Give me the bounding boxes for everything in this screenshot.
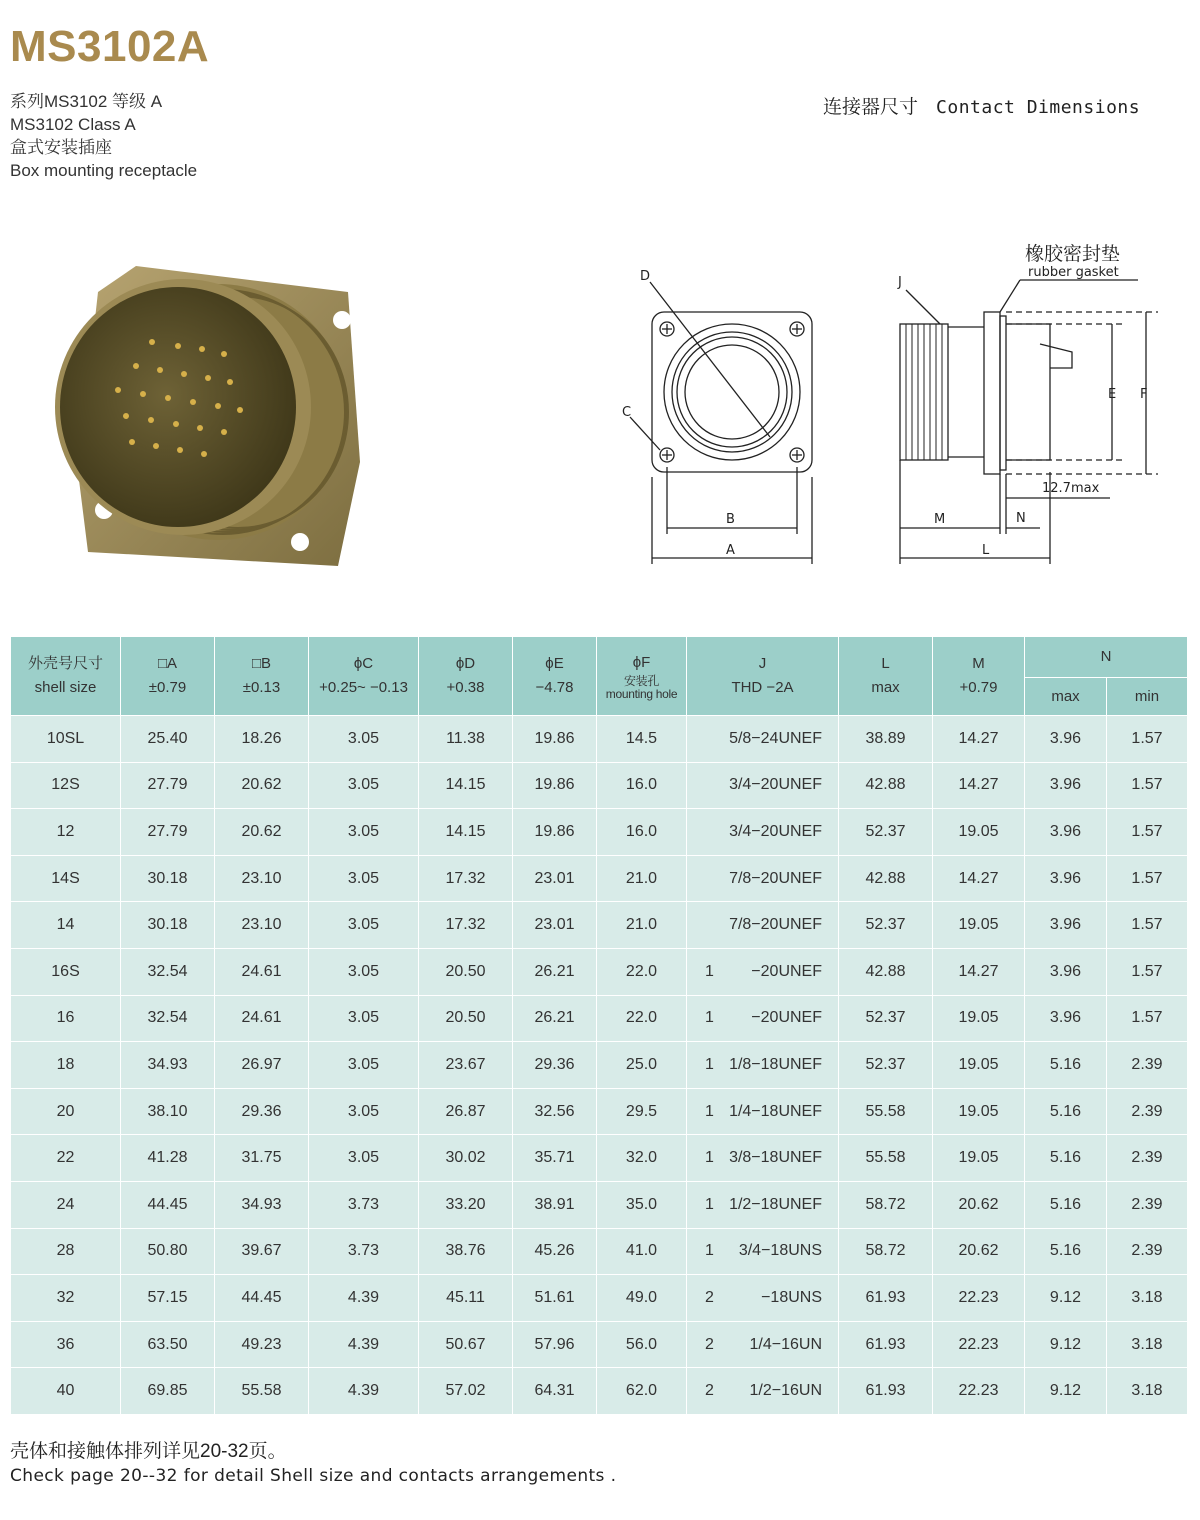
cell-shell: 40: [11, 1368, 121, 1415]
cell-m: 14.27: [933, 716, 1025, 763]
cell-shell: 14S: [11, 855, 121, 902]
cell-l: 55.58: [839, 1135, 933, 1182]
cell-c: 3.73: [309, 1181, 419, 1228]
subtitle-line: 盒式安装插座: [10, 138, 112, 157]
header-n-max: max: [1025, 678, 1107, 716]
cell-j: [687, 1181, 839, 1228]
table-row: [11, 762, 1188, 809]
cell-d: 11.38: [419, 716, 513, 763]
cell-b: 18.26: [215, 716, 309, 763]
cell-c: 3.05: [309, 1042, 419, 1089]
cell-shell: 20: [11, 1088, 121, 1135]
header-a: □A ±0.79: [121, 637, 215, 716]
cell-nmin: 2.39: [1107, 1042, 1188, 1089]
label-d: D: [640, 269, 651, 284]
cell-shell: 36: [11, 1321, 121, 1368]
gasket-label-cn: 橡胶密封垫: [1025, 243, 1121, 265]
cell-nmin: 1.57: [1107, 948, 1188, 995]
cell-c: 4.39: [309, 1275, 419, 1322]
label-j: J: [898, 275, 902, 290]
cell-m: 20.62: [933, 1228, 1025, 1275]
cell-nmax: 3.96: [1025, 855, 1107, 902]
cell-d: 14.15: [419, 762, 513, 809]
thread-spec: −20UNEF: [751, 962, 822, 980]
thread-spec: 3/8−18UNEF: [729, 1149, 822, 1167]
cell-f: 25.0: [597, 1042, 687, 1089]
cell-e: 19.86: [513, 716, 597, 763]
thread-spec: 7/8−20UNEF: [729, 869, 822, 887]
cell-b: 23.10: [215, 902, 309, 949]
cell-b: 39.67: [215, 1228, 309, 1275]
cell-f: 35.0: [597, 1181, 687, 1228]
table-row: [11, 902, 1188, 949]
cell-l: 52.37: [839, 1042, 933, 1089]
cell-nmin: 1.57: [1107, 716, 1188, 763]
label-n: N: [1016, 511, 1026, 526]
label-f: F: [1140, 387, 1148, 402]
cell-f: 21.0: [597, 902, 687, 949]
thread-prefix: 1: [705, 1242, 714, 1260]
table-row: [11, 1368, 1188, 1415]
cell-j: [687, 809, 839, 856]
thread-spec: 3/4−18UNS: [738, 1242, 822, 1260]
cell-e: 23.01: [513, 902, 597, 949]
cell-b: 24.61: [215, 948, 309, 995]
cell-d: 17.32: [419, 855, 513, 902]
cell-f: 49.0: [597, 1275, 687, 1322]
cell-a: 50.80: [121, 1228, 215, 1275]
thread-spec: −18UNS: [761, 1288, 822, 1306]
cell-b: 26.97: [215, 1042, 309, 1089]
cell-b: 24.61: [215, 995, 309, 1042]
cell-j: [687, 948, 839, 995]
thread-prefix: 2: [705, 1288, 714, 1306]
thread-spec: 1/2−16UN: [749, 1382, 822, 1400]
cell-shell: 10SL: [11, 716, 121, 763]
thread-spec: 1/4−16UN: [749, 1335, 822, 1353]
thread-spec: 3/4−20UNEF: [729, 822, 822, 840]
label-a: A: [726, 543, 735, 558]
cell-j: [687, 1042, 839, 1089]
cell-m: 20.62: [933, 1181, 1025, 1228]
header-f: ϕF 安装孔 mounting hole: [597, 637, 687, 716]
cell-nmin: 3.18: [1107, 1321, 1188, 1368]
subtitle-line: Box mounting receptacle: [10, 161, 198, 180]
footer-note-en: Check page 20--32 for detail Shell size and contacts arrangements .: [10, 1466, 617, 1486]
cell-shell: 16S: [11, 948, 121, 995]
header-m: M +0.79: [933, 637, 1025, 716]
cell-nmax: 3.96: [1025, 762, 1107, 809]
section-heading-en: Contact Dimensions: [936, 97, 1141, 118]
cell-l: 61.93: [839, 1275, 933, 1322]
gasket-label-en: rubber gasket: [1028, 265, 1119, 280]
cell-nmax: 3.96: [1025, 948, 1107, 995]
cell-d: 33.20: [419, 1181, 513, 1228]
header-e: ϕE −4.78: [513, 637, 597, 716]
cell-nmax: 3.96: [1025, 902, 1107, 949]
cell-j: [687, 855, 839, 902]
header-j: J THD −2A: [687, 637, 839, 716]
cell-a: 34.93: [121, 1042, 215, 1089]
connector-photo: [48, 262, 370, 574]
cell-e: 26.21: [513, 995, 597, 1042]
cell-nmax: 5.16: [1025, 1228, 1107, 1275]
cell-a: 30.18: [121, 855, 215, 902]
cell-c: 3.05: [309, 902, 419, 949]
cell-shell: 18: [11, 1042, 121, 1089]
cell-nmin: 3.18: [1107, 1275, 1188, 1322]
cell-c: 3.05: [309, 762, 419, 809]
cell-b: 55.58: [215, 1368, 309, 1415]
thread-prefix: 1: [705, 1009, 714, 1027]
max-note: 12.7max: [1042, 481, 1100, 496]
table-row: [11, 1275, 1188, 1322]
cell-d: 20.50: [419, 948, 513, 995]
table-row: [11, 809, 1188, 856]
header-d: ϕD +0.38: [419, 637, 513, 716]
cell-l: 42.88: [839, 948, 933, 995]
thread-spec: −20UNEF: [751, 1009, 822, 1027]
table-row: [11, 1088, 1188, 1135]
cell-f: 22.0: [597, 948, 687, 995]
cell-a: 44.45: [121, 1181, 215, 1228]
cell-d: 45.11: [419, 1275, 513, 1322]
cell-b: 29.36: [215, 1088, 309, 1135]
cell-d: 30.02: [419, 1135, 513, 1182]
subtitle-line: 系列MS3102 等级 A: [10, 92, 163, 111]
cell-b: 34.93: [215, 1181, 309, 1228]
thread-prefix: 1: [705, 1195, 714, 1213]
cell-l: 58.72: [839, 1181, 933, 1228]
thread-spec: 7/8−20UNEF: [729, 916, 822, 934]
cell-j: [687, 902, 839, 949]
cell-a: 27.79: [121, 809, 215, 856]
cell-f: 62.0: [597, 1368, 687, 1415]
cell-l: 52.37: [839, 995, 933, 1042]
cell-b: 20.62: [215, 762, 309, 809]
cell-f: 29.5: [597, 1088, 687, 1135]
cell-l: 38.89: [839, 716, 933, 763]
table-row: [11, 1181, 1188, 1228]
front-view-flange: [652, 312, 812, 472]
cell-nmin: 1.57: [1107, 762, 1188, 809]
cell-c: 3.05: [309, 1088, 419, 1135]
cell-m: 22.23: [933, 1368, 1025, 1415]
dimension-table: [10, 636, 1188, 1415]
cell-c: 4.39: [309, 1321, 419, 1368]
cell-a: 38.10: [121, 1088, 215, 1135]
cell-l: 61.93: [839, 1321, 933, 1368]
cell-d: 20.50: [419, 995, 513, 1042]
thread-spec: 1/4−18UNEF: [729, 1102, 822, 1120]
cell-l: 52.37: [839, 902, 933, 949]
table-row: [11, 1042, 1188, 1089]
cell-c: 3.05: [309, 855, 419, 902]
table-row: [11, 1135, 1188, 1182]
subtitle-line: MS3102 Class A: [10, 115, 136, 134]
dimension-drawing: [610, 232, 1170, 572]
cell-e: 26.21: [513, 948, 597, 995]
cell-nmax: 3.96: [1025, 995, 1107, 1042]
cell-m: 19.05: [933, 809, 1025, 856]
cell-nmin: 2.39: [1107, 1228, 1188, 1275]
thread-prefix: 2: [705, 1335, 714, 1353]
label-e: E: [1108, 387, 1117, 402]
cell-b: 23.10: [215, 855, 309, 902]
cell-d: 50.67: [419, 1321, 513, 1368]
cell-nmin: 1.57: [1107, 809, 1188, 856]
cell-m: 19.05: [933, 995, 1025, 1042]
cell-m: 19.05: [933, 1088, 1025, 1135]
cell-b: 20.62: [215, 809, 309, 856]
cell-m: 22.23: [933, 1275, 1025, 1322]
cell-nmax: 5.16: [1025, 1181, 1107, 1228]
cell-c: 4.39: [309, 1368, 419, 1415]
cell-c: 3.05: [309, 948, 419, 995]
cell-j: [687, 1321, 839, 1368]
header-c: ϕC +0.25~ −0.13: [309, 637, 419, 716]
cell-shell: 24: [11, 1181, 121, 1228]
footer-note: [10, 1440, 616, 1488]
cell-nmax: 9.12: [1025, 1368, 1107, 1415]
cell-c: 3.05: [309, 995, 419, 1042]
cell-l: 42.88: [839, 855, 933, 902]
cell-nmin: 1.57: [1107, 902, 1188, 949]
table-row: [11, 948, 1188, 995]
table-row: [11, 1321, 1188, 1368]
cell-a: 63.50: [121, 1321, 215, 1368]
thread-prefix: 1: [705, 962, 714, 980]
table-row: [11, 995, 1188, 1042]
cell-d: 17.32: [419, 902, 513, 949]
cell-j: [687, 995, 839, 1042]
cell-shell: 12S: [11, 762, 121, 809]
cell-f: 22.0: [597, 995, 687, 1042]
section-heading: [823, 92, 1140, 119]
cell-m: 14.27: [933, 762, 1025, 809]
cell-l: 52.37: [839, 809, 933, 856]
header-l: L max: [839, 637, 933, 716]
cell-d: 57.02: [419, 1368, 513, 1415]
thread-prefix: 1: [705, 1149, 714, 1167]
cell-b: 44.45: [215, 1275, 309, 1322]
cell-m: 22.23: [933, 1321, 1025, 1368]
cell-shell: 28: [11, 1228, 121, 1275]
cell-c: 3.05: [309, 1135, 419, 1182]
cell-m: 19.05: [933, 1135, 1025, 1182]
cell-a: 32.54: [121, 995, 215, 1042]
cell-l: 42.88: [839, 762, 933, 809]
cell-j: [687, 1275, 839, 1322]
cell-nmin: 2.39: [1107, 1088, 1188, 1135]
header-n-min: min: [1107, 678, 1188, 716]
cell-a: 27.79: [121, 762, 215, 809]
cell-f: 41.0: [597, 1228, 687, 1275]
thread-spec: 1/8−18UNEF: [729, 1055, 822, 1073]
cell-j: [687, 1135, 839, 1182]
cell-e: 29.36: [513, 1042, 597, 1089]
cell-m: 19.05: [933, 902, 1025, 949]
cell-e: 32.56: [513, 1088, 597, 1135]
cell-a: 57.15: [121, 1275, 215, 1322]
cell-nmin: 1.57: [1107, 995, 1188, 1042]
cell-m: 14.27: [933, 855, 1025, 902]
cell-nmin: 3.18: [1107, 1368, 1188, 1415]
cell-a: 69.85: [121, 1368, 215, 1415]
thread-spec: 3/4−20UNEF: [729, 776, 822, 794]
section-heading-cn: 连接器尺寸: [823, 97, 919, 118]
cell-c: 3.05: [309, 809, 419, 856]
cell-l: 58.72: [839, 1228, 933, 1275]
cell-e: 19.86: [513, 809, 597, 856]
cell-a: 32.54: [121, 948, 215, 995]
cell-f: 16.0: [597, 809, 687, 856]
cell-shell: 12: [11, 809, 121, 856]
cell-nmax: 3.96: [1025, 809, 1107, 856]
footer-note-cn: 壳体和接触体排列详见20-32页。: [10, 1441, 287, 1462]
cell-l: 55.58: [839, 1088, 933, 1135]
cell-a: 41.28: [121, 1135, 215, 1182]
cell-nmin: 2.39: [1107, 1181, 1188, 1228]
cell-nmax: 5.16: [1025, 1088, 1107, 1135]
cell-j: [687, 716, 839, 763]
cell-f: 56.0: [597, 1321, 687, 1368]
header-n: N: [1025, 637, 1188, 678]
thread-spec: 5/8−24UNEF: [729, 729, 822, 747]
table-row: [11, 716, 1188, 763]
cell-e: 45.26: [513, 1228, 597, 1275]
cell-e: 64.31: [513, 1368, 597, 1415]
header-shell: 外壳号尺寸 shell size: [11, 637, 121, 716]
thread-spec: 1/2−18UNEF: [729, 1195, 822, 1213]
cell-d: 23.67: [419, 1042, 513, 1089]
cell-nmax: 3.96: [1025, 716, 1107, 763]
cell-d: 14.15: [419, 809, 513, 856]
cell-e: 57.96: [513, 1321, 597, 1368]
cell-e: 38.91: [513, 1181, 597, 1228]
cell-nmax: 5.16: [1025, 1135, 1107, 1182]
label-l: L: [982, 543, 990, 558]
cell-f: 21.0: [597, 855, 687, 902]
subtitle-block: [10, 90, 197, 182]
cell-j: [687, 1228, 839, 1275]
cell-a: 25.40: [121, 716, 215, 763]
cell-l: 61.93: [839, 1368, 933, 1415]
cell-e: 51.61: [513, 1275, 597, 1322]
cell-j: [687, 1368, 839, 1415]
cell-f: 16.0: [597, 762, 687, 809]
cell-b: 49.23: [215, 1321, 309, 1368]
cell-nmax: 9.12: [1025, 1321, 1107, 1368]
cell-e: 19.86: [513, 762, 597, 809]
cell-c: 3.05: [309, 716, 419, 763]
cell-j: [687, 1088, 839, 1135]
cell-nmax: 5.16: [1025, 1042, 1107, 1089]
header-b: □B ±0.13: [215, 637, 309, 716]
cell-shell: 14: [11, 902, 121, 949]
cell-d: 38.76: [419, 1228, 513, 1275]
thread-prefix: 1: [705, 1102, 714, 1120]
cell-j: [687, 762, 839, 809]
label-b: B: [726, 512, 735, 527]
cell-b: 31.75: [215, 1135, 309, 1182]
cell-e: 35.71: [513, 1135, 597, 1182]
cell-shell: 22: [11, 1135, 121, 1182]
cell-shell: 16: [11, 995, 121, 1042]
label-c: C: [622, 405, 632, 420]
cell-f: 32.0: [597, 1135, 687, 1182]
cell-shell: 32: [11, 1275, 121, 1322]
cell-d: 26.87: [419, 1088, 513, 1135]
cell-c: 3.73: [309, 1228, 419, 1275]
cell-m: 19.05: [933, 1042, 1025, 1089]
cell-m: 14.27: [933, 948, 1025, 995]
cell-f: 14.5: [597, 716, 687, 763]
table-row: [11, 855, 1188, 902]
cell-nmin: 1.57: [1107, 855, 1188, 902]
table-row: [11, 1228, 1188, 1275]
thread-prefix: 1: [705, 1055, 714, 1073]
cell-nmin: 2.39: [1107, 1135, 1188, 1182]
thread-prefix: 2: [705, 1382, 714, 1400]
cell-e: 23.01: [513, 855, 597, 902]
page-title: MS3102A: [10, 22, 210, 71]
label-m: M: [934, 512, 946, 527]
cell-a: 30.18: [121, 902, 215, 949]
cell-nmax: 9.12: [1025, 1275, 1107, 1322]
